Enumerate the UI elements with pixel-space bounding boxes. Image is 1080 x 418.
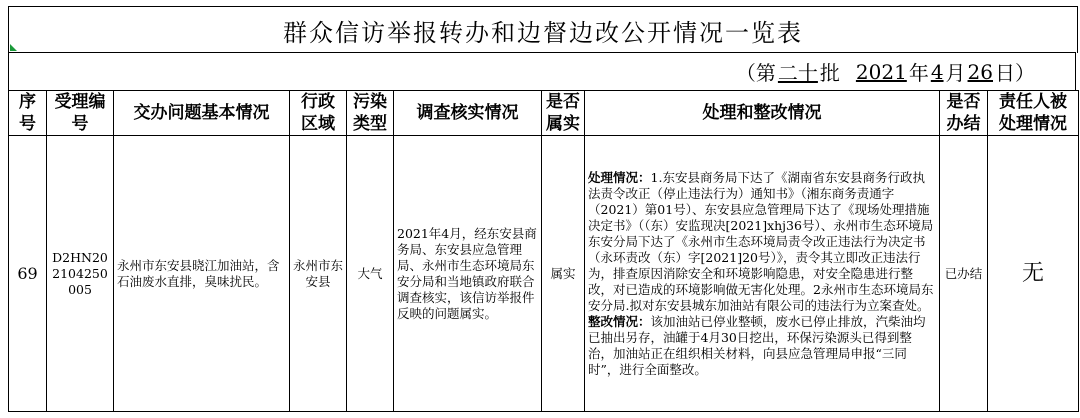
- header-region: 行政区域: [290, 91, 347, 136]
- batch-info: [8, 52, 1076, 90]
- cell-is-true[interactable]: 属实: [542, 136, 585, 412]
- batch-month-char: 月: [945, 61, 966, 85]
- rectify-paragraph: [588, 314, 936, 378]
- header-problem: 交办问题基本情况: [114, 91, 290, 136]
- rectify-label: 整改情况：: [588, 313, 651, 329]
- page-title: [8, 6, 1078, 53]
- batch-number: 二十: [777, 61, 818, 85]
- petition-table: [8, 90, 1079, 412]
- cell-pollution[interactable]: 大气: [347, 136, 394, 412]
- header-seq: 序号: [9, 91, 47, 136]
- header-accept-no: 受理编号: [47, 91, 114, 136]
- header-row: [9, 91, 1079, 136]
- batch-day-close: 日）: [995, 61, 1035, 85]
- cell-accept-no[interactable]: D2HN202104250005: [47, 136, 114, 412]
- header-is-true: 是否属实: [542, 91, 585, 136]
- header-closed: 是否办结: [940, 91, 988, 136]
- table-row: [9, 136, 1079, 412]
- header-pollution: 污染类型: [347, 91, 394, 136]
- header-handling: 处理和整改情况: [585, 91, 940, 136]
- batch-month: 4: [930, 59, 944, 84]
- cell-accountability[interactable]: 无: [988, 136, 1079, 412]
- handling-text: 1.东安县商务局下达了《湖南省东安县商务行政执法责令改正（停止违法行为）通知书》（湘东商务责通字（2021）第01号）、东安县应急管理局下达了《现场处理措施决定书》（（东）安监现决[2021]xhj36号）、永州市生态环境局东安分局下达了《永州市生态环境局责令改正违法行为决定书（永环责改（东）字[2021]20号）》，责令其立即改正违法行为，排查原因消除安全和环境影响隐患，对安全隐患进行整改，对已造成的环境影响做无害化处理。2永州市生态环境局东安分局.拟对东安县城东加油站有限公司的违法行为立案查处。: [588, 169, 934, 313]
- cell-closed[interactable]: 已办结: [940, 136, 988, 412]
- batch-day: 26: [967, 59, 993, 84]
- cell-investigation[interactable]: 2021年4月，经东安县商务局、东安县应急管理局、永州市生态环境局东安分局和当地镇政府联合调查核实，该信访举报件反映的问题属实。: [394, 136, 542, 412]
- cell-handling[interactable]: [585, 136, 940, 412]
- cell-region[interactable]: 永州市东安县: [290, 136, 347, 412]
- title-text: 群众信访举报转办和边督边改公开情况一览表: [283, 18, 803, 47]
- handling-paragraph: [588, 170, 936, 314]
- rectify-text: 该加油站已停业整顿，废水已停止排放，汽柴油均已抽出另存，油罐于4月30日挖出，环保污染源头已得到整治，加油站正在组织相关材料，向县应急管理局申报“三同时”，进行全面整改。: [588, 313, 926, 377]
- batch-year: 2021: [855, 59, 907, 84]
- cell-comment-indicator-icon: [10, 44, 17, 51]
- cell-seq[interactable]: 69: [9, 136, 47, 412]
- batch-open: （第: [735, 61, 776, 85]
- batch-label: 批: [819, 61, 840, 85]
- handling-label: 处理情况：: [588, 169, 651, 185]
- header-accountability: 责任人被处理情况: [988, 91, 1079, 136]
- batch-year-char: 年: [908, 61, 929, 85]
- header-investigation: 调查核实情况: [394, 91, 542, 136]
- cell-problem[interactable]: 永州市东安县晓江加油站，含石油废水直排，臭味扰民。: [114, 136, 290, 412]
